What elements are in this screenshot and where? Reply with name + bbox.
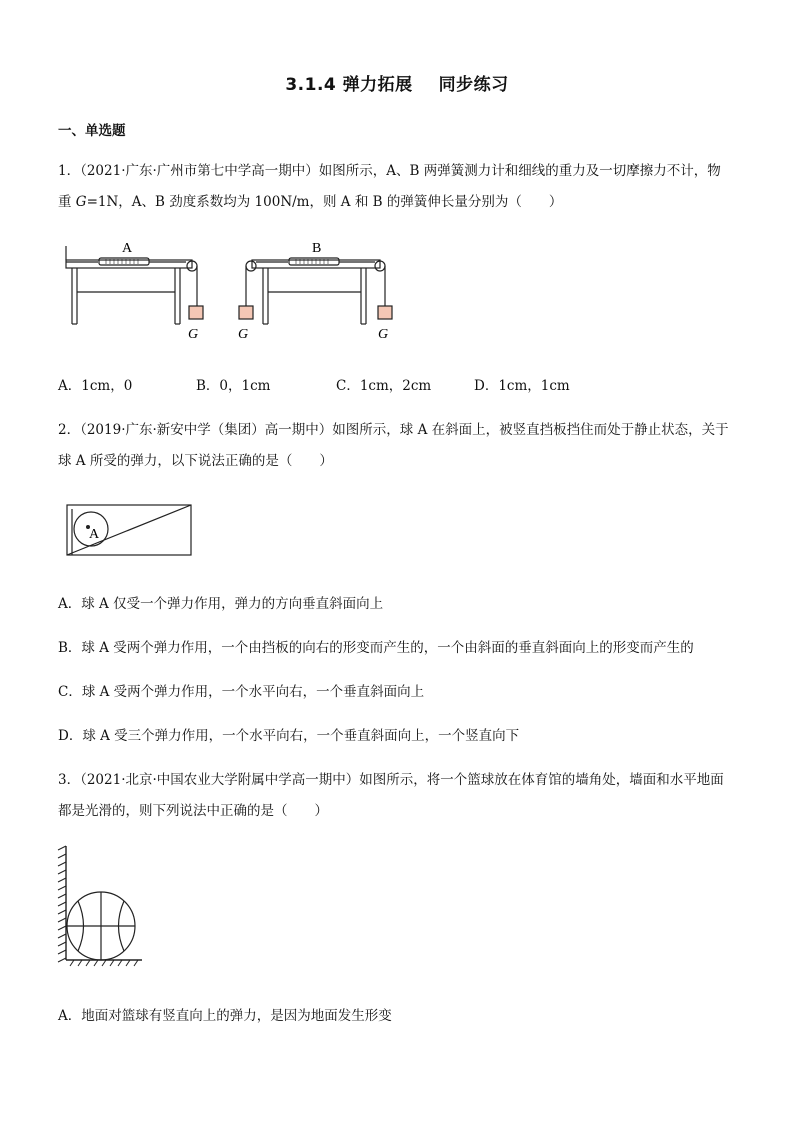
q3-stem-line1: 3．（2021·北京·中国农业大学附属中学高一期中）如图所示，将一个篮球放在体育馆的墙角处，墙面和水平地面 (58, 772, 724, 788)
weight-b-left (239, 306, 253, 319)
q1-figure (58, 234, 418, 344)
page-title (0, 70, 794, 95)
ball-label: A (89, 527, 100, 542)
q1-option-b[interactable]: B．0，1cm (196, 378, 271, 394)
basketball (67, 892, 135, 960)
label-g-2: G (238, 327, 249, 342)
pulley-b-left (246, 261, 256, 271)
weight-a (189, 306, 203, 319)
q2-figure (58, 500, 198, 560)
q2-option-b[interactable]: B．球 A 受两个弹力作用，一个由挡板的向右的形变而产生的，一个由斜面的垂直斜面向上的形变而产生的 (58, 640, 694, 656)
q1-option-c[interactable]: C．1cm，2cm (336, 378, 432, 394)
spring-scale-b (289, 258, 339, 265)
spring-scale-a (99, 258, 149, 265)
title-number: 3.1.4 弹力拓展 (285, 75, 413, 95)
q2-stem-line1: 2．（2019·广东·新安中学（集团）高一期中）如图所示，球 A 在斜面上，被竖直挡板挡住而处于静止状态，关于 (58, 422, 729, 438)
title-text: 同步练习 (438, 75, 509, 95)
q3-figure (56, 842, 146, 968)
q1-stem-line1: 1．（2021·广东·广州市第七中学高一期中）如图所示，A、B 两弹簧测力计和细线的重力及一切摩擦力不计，物 (58, 163, 721, 179)
q1-stem-line2: 重 G=1N，A、B 劲度系数均为 100N/m，则 A 和 B 的弹簧伸长量分别为（ ） (58, 194, 563, 210)
section-heading: 一、单选题 (58, 123, 126, 139)
q3-option-a[interactable]: A．地面对篮球有竖直向上的弹力，是因为地面发生形变 (58, 1008, 392, 1024)
q1-option-a[interactable]: A．1cm，0 (58, 378, 133, 394)
label-b: B (312, 241, 322, 256)
q2-option-a[interactable]: A．球 A 仅受一个弹力作用，弹力的方向垂直斜面向上 (58, 596, 384, 612)
q2-option-d[interactable]: D．球 A 受三个弹力作用，一个水平向右，一个垂直斜面向上，一个竖直向下 (58, 728, 520, 744)
q2-option-c[interactable]: C．球 A 受两个弹力作用，一个水平向右，一个垂直斜面向上 (58, 684, 425, 700)
label-a: A (122, 241, 133, 256)
label-g-3: G (378, 327, 389, 342)
weight-b-right (378, 306, 392, 319)
table-a-top (66, 260, 192, 268)
q3-stem-line2: 都是光滑的，则下列说法中正确的是（ ） (58, 803, 328, 819)
label-g-1: G (188, 327, 199, 342)
q2-stem-line2: 球 A 所受的弹力，以下说法正确的是（ ） (58, 453, 333, 469)
q1-option-d[interactable]: D．1cm，1cm (474, 378, 570, 394)
